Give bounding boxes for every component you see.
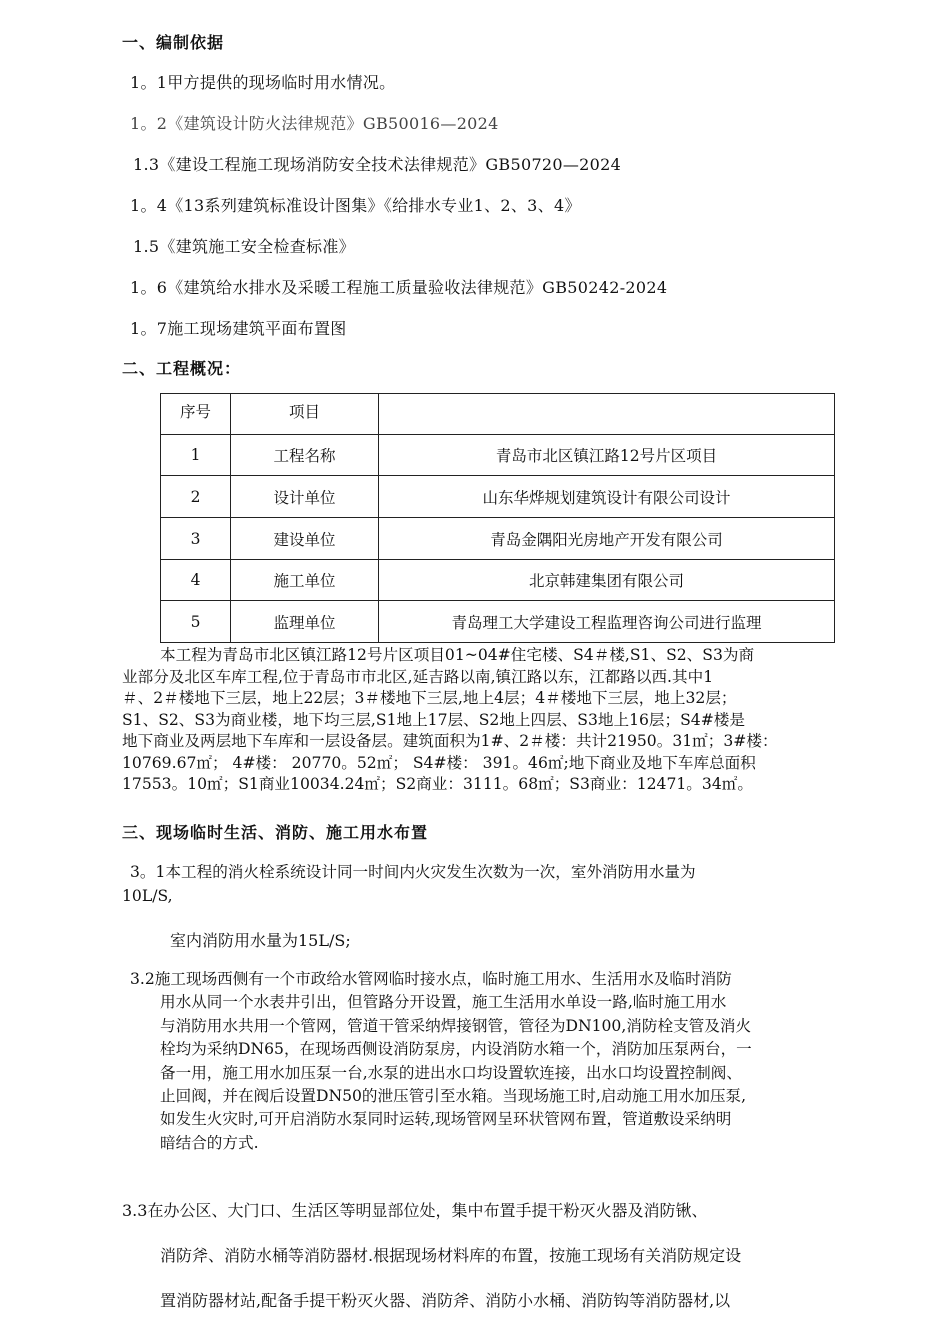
- table-row: [161, 476, 835, 518]
- indoor-fire-water-line: 室内消防用水量为15L/S;: [170, 931, 351, 950]
- section3-heading: 三、现场临时生活、消防、施工用水布置: [122, 823, 429, 842]
- table-header-cell: 序号: [161, 394, 231, 435]
- table-row: [161, 518, 835, 560]
- project-overview-paragraph: [122, 645, 878, 796]
- overview-line: 10769.67㎡； 4#楼： 20770。52㎡； S4#楼： 391。46㎡;地下商业及地下车库总面积: [122, 753, 756, 772]
- table-row: [161, 435, 835, 476]
- table-cell: 设计单位: [231, 476, 379, 518]
- table-cell: 施工单位: [231, 560, 379, 601]
- table-row: [161, 560, 835, 601]
- p32-line: 栓均为采纳DN65，在现场西侧设消防泵房，内设消防水箱一个，消防加压泵两台，一: [160, 1040, 752, 1059]
- section1-heading: 一、编制依据: [122, 33, 225, 52]
- p32-line: 如发生火灾时,可开启消防水泵同时运转,现场管网呈环状管网布置，管道敷设采纳明: [160, 1110, 732, 1129]
- table-cell: 5: [161, 601, 231, 643]
- overview-line: 地下商业及两层地下车库和一层设备层。建筑面积为1#、2＃楼：共计21950。31㎡；3#楼：: [122, 732, 778, 750]
- reference-item: 1。2《建筑设计防火法律规范》GB50016—2024: [130, 114, 499, 133]
- overview-line: 17553。10㎡；S1商业10034.24㎡；S2商业：3111。68㎡；S3商业：12471。34㎡。: [122, 775, 753, 793]
- overview-line: ＃、2＃楼地下三层，地上22层；3＃楼地下三层,地上4层；4＃楼地下三层，地上32层；: [122, 689, 737, 707]
- table-cell: 山东华烨规划建筑设计有限公司设计: [379, 476, 835, 518]
- p32-line: 备一用，施工用水加压泵一台,水泵的进出水口均设置软连接，出水口均设置控制阀、: [160, 1063, 742, 1082]
- p31-line: 3。1本工程的消火栓系统设计同一时间内火灾发生次数为一次，室外消防用水量为: [130, 863, 696, 881]
- table-cell: 北京韩建集团有限公司: [379, 560, 835, 601]
- overview-line: 本工程为青岛市北区镇江路12号片区项目01~04#住宅楼、S4＃楼,S1、S2、S3为商: [160, 646, 755, 664]
- reference-item: 1。7施工现场建筑平面布置图: [130, 319, 347, 338]
- paragraph-3-1: [122, 860, 878, 908]
- table-cell: 青岛理工大学建设工程监理咨询公司进行监理: [379, 601, 835, 643]
- overview-line: 业部分及北区车库工程,位于青岛市市北区,延吉路以南,镇江路以东，江都路以西.其中1: [122, 667, 714, 686]
- p33-line: 3.3在办公区、大门口、生活区等明显部位处，集中布置手提干粉灭火器及消防锹、: [122, 1201, 708, 1220]
- p32-line: 暗结合的方式.: [160, 1133, 259, 1152]
- p32-line: 与消防用水共用一个管网，管道干管采纳焊接钢管，管径为DN100,消防栓支管及消火: [160, 1016, 752, 1035]
- p31-line: 10L/S,: [122, 887, 173, 905]
- table-cell: 青岛金隅阳光房地产开发有限公司: [379, 518, 835, 560]
- table-row: [161, 601, 835, 643]
- table-cell: 青岛市北区镇江路12号片区项目: [379, 435, 835, 476]
- reference-item: 1。1甲方提供的现场临时用水情况。: [130, 73, 396, 92]
- p32-line: 3.2施工现场西侧有一个市政给水管网临时接水点，临时施工用水、生活用水及临时消防: [130, 970, 732, 988]
- reference-item: 1.3《建设工程施工现场消防安全技术法律规范》GB50720—2024: [133, 155, 622, 174]
- table-cell: 工程名称: [231, 435, 379, 476]
- table-cell: 1: [161, 435, 231, 476]
- p33-line: 消防斧、消防水桶等消防器材.根据现场材料库的布置，按施工现场有关消防规定设: [160, 1246, 742, 1265]
- overview-line: S1、S2、S3为商业楼，地下均三层,S1地上17层、S2地上四层、S3地上16层；S4#楼是: [122, 710, 745, 729]
- p33-line: 置消防器材站,配备手提干粉灭火器、消防斧、消防小水桶、消防钩等消防器材,以: [160, 1291, 731, 1310]
- project-info-table: [160, 393, 835, 643]
- reference-item: 1.5《建筑施工安全检查标准》: [133, 237, 355, 256]
- table-header-cell: 项目: [231, 394, 379, 435]
- table-cell: 建设单位: [231, 518, 379, 560]
- table-header-row: [161, 394, 835, 435]
- table-header-cell: [379, 394, 835, 435]
- table-cell: 3: [161, 518, 231, 560]
- table-cell: 2: [161, 476, 231, 518]
- p32-line: 用水从同一个水表井引出，但管路分开设置，施工生活用水单设一路,临时施工用水: [160, 993, 727, 1012]
- table-cell: 4: [161, 560, 231, 601]
- paragraph-3-2: [130, 968, 880, 1155]
- reference-item: 1。6《建筑给水排水及采暖工程施工质量验收法律规范》GB50242-2024: [130, 278, 668, 297]
- p32-line: 止回阀，并在阀后设置DN50的泄压管引至水箱。当现场施工时,启动施工用水加压泵,: [160, 1087, 747, 1106]
- section2-heading: 二、工程概况：: [122, 359, 242, 378]
- table-cell: 监理单位: [231, 601, 379, 643]
- reference-item: 1。4《13系列建筑标准设计图集》《给排水专业1、2、3、4》: [130, 196, 581, 215]
